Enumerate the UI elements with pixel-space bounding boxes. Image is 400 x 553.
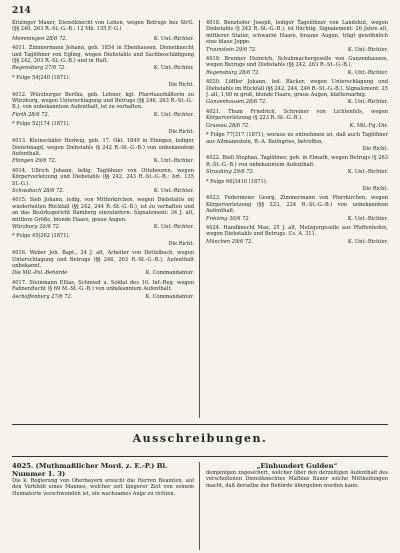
- notice-entry: [206, 79, 388, 106]
- notice-footer: [12, 129, 194, 135]
- advertisement-right-heading: „Einhundert Gulden“: [256, 462, 338, 470]
- notice-signature: K. Unt.-Richter.: [153, 158, 194, 165]
- notice-signature: K. Unt.-Richter.: [153, 111, 194, 118]
- notice-signature: K. Mil.-Fg.-Dir.: [349, 122, 388, 129]
- notice-entry: [12, 280, 194, 300]
- notice-footer: [12, 112, 194, 118]
- notice-entry: [12, 233, 194, 247]
- column-divider: [199, 20, 200, 418]
- notice-footer: [206, 123, 388, 129]
- notice-place-date: Fürth 28/6 72.: [12, 111, 50, 118]
- notice-entry: [12, 75, 194, 89]
- advertisement-left: [12, 462, 194, 550]
- advertisement-area: [12, 462, 388, 550]
- left-column: [12, 20, 194, 420]
- notice-place-date: Die Mil.-Pol.-Behörde: [12, 270, 68, 277]
- notice-columns: [12, 20, 388, 420]
- notice-signature: K. Unt.-Richter.: [153, 187, 194, 194]
- notice-text: 4013. Kleinschäfer Hedwig, geb. 17. Okt. 1849 in Ehingen, lediger Dienstmagd, wegen Diebstahls (§ 242 R.-St.-G.-B.) von unbekanntem Aufenthalt.: [12, 138, 194, 157]
- notice-entry: [206, 132, 388, 152]
- notice-signature: K. Unt.-Richter.: [347, 169, 388, 176]
- notice-signature: Die Richt.: [168, 82, 194, 89]
- notice-text: 4022. Biell Stephan, Taglöhner, geb. in Ebnath, wegen Betrugs (§ 263 R.-St.-G.-B.) von unbekanntem Aufenthalt.: [206, 155, 388, 168]
- notice-place-date: Ehingen 29/6 72.: [12, 158, 57, 165]
- notice-text: * Folge 77|317 (1871), woraus zu entnehmen ist, daß auch Taglöhner aus Altmannstein, B.-A. Beilngries, betroffen.: [206, 132, 388, 145]
- notice-place-date: Aschaffenburg 27/6 72.: [12, 293, 73, 300]
- notice-footer: [206, 99, 388, 105]
- notice-footer: [206, 47, 388, 53]
- notice-footer: [12, 241, 194, 247]
- notice-signature: Die Richt.: [168, 240, 194, 247]
- notice-signature: K. Unt.-Richter.: [153, 223, 194, 230]
- notice-footer: [12, 294, 194, 300]
- notice-entry: [206, 56, 388, 76]
- notice-footer: [206, 216, 388, 222]
- advertisement-left-heading: 4025. (Muthmaßlicher Mord. z. E.-P.) Bl. Nummer 1. 3): [12, 462, 168, 478]
- advertisement-divider: [199, 462, 200, 550]
- notice-text: 4015. Sieb Johann, ledig, von Mitterkirchen, wegen Diebstahls im wiederholten Rückfall (§§ 242, 244 R.-St.-G.-B.), ist zu verhaften und an das Bezirksgericht Bamberg einzuliefern. Signalement: 34 J. alt, mittlere Größe, blonde Haare, graue Augen.: [12, 197, 194, 223]
- advertisement-left-text: Die k. Regierung von Oberbayern ersucht die Herren Beamten, auf den Verbleib eines Mannes, welcher seit längerer Zeit von seinem Heimatorte verschwunden ist, ein wachsames Auge zu richten.: [12, 478, 194, 497]
- notice-place-date: Schwabach 28/6 72.: [12, 187, 65, 194]
- notice-text: Kitzinger Maxer, Dienstknecht von Lehen, wegen Betrugs bez StrG. (§§ 240, 263 R.-St.-G.-B.; 12 Mk. 135 F.-G.): [12, 20, 194, 33]
- advertisement-right: [206, 462, 388, 550]
- section-title: Ausschreibungen.: [132, 432, 268, 445]
- notice-text: 4018. Benzhofer Joseph, lediger Tagelöhner von Landshut, wegen Diebstahls (§ 242 R.-St.-G.-B.), ist flüchtig. Signalement: 26 Jahre alt, mittlerer Statur, schwarze Haare, braune Augen, trägt gewöhnlich eine blaue Joppe.: [206, 20, 388, 46]
- notice-signature: K. Commandantur.: [145, 293, 194, 300]
- notice-place-date: Würzburg 26/6 72.: [12, 223, 61, 230]
- notice-footer: [206, 186, 388, 192]
- notice-text: 4017. Steinmann Ellias, Schmied u. Soldat des 10. Inf.-Reg. wegen Fahnenflucht (§ 69 M.-St.-G.-B.) von unbekanntem Aufenthalt.: [12, 279, 194, 293]
- notice-footer: [206, 169, 388, 175]
- notice-text: 4014. Ullrich Johann, ledig, Taglöhner von Ottobeuren, wegen Körperverletzung und Diebstahls (§§ 242, 243 R.-St.-G.-B.; Art. 135 St.-G.).: [12, 167, 194, 187]
- notice-place-date: Gunzenhausen 28/6 72.: [206, 99, 267, 106]
- notice-entry: [12, 45, 194, 72]
- notice-signature: K. Unt.-Richter.: [347, 215, 388, 222]
- section-divider-bottom: [12, 456, 388, 457]
- notice-footer: [12, 36, 194, 42]
- notice-place-date: Regensburg 27/6 72.: [12, 65, 67, 72]
- notice-footer: [206, 239, 388, 245]
- notice-entry: [12, 168, 194, 195]
- notice-footer: [12, 158, 194, 164]
- notice-text: 4024. Handknecht Max, 25 J. alt, Metzgergeselle aus Pfaffenhofen, wegen Diebstahls und Betrugs. Cs. A. 311.: [206, 224, 388, 238]
- notice-signature: Die Richt.: [362, 185, 388, 192]
- notice-text: 4011. Zimmermann Johann, geb. 1854 in Ebenhausen, Dienstknecht und Taglöhner von Egling, wegen Diebstahls und Sachbeschädigung (§§ 242, 303 R.-St.-G.-B.) und in Haft.: [12, 45, 194, 65]
- notice-text: * Folge 66|3410 (1871).: [206, 178, 268, 185]
- notice-entry: [206, 155, 388, 175]
- notice-signature: K. Unt.-Richter.: [347, 69, 388, 76]
- notice-footer: [12, 270, 194, 276]
- notice-signature: K. Unt.-Richter.: [347, 238, 388, 245]
- notice-text: 4012. Würzburger Bertha, geb. Lehner, kgl. Pfarrhaushälterin zu Würzburg, wegen Unterschlagung und Betrugs (§§ 246, 263 R.-St.-G.-B.), von unbekanntem Aufenthalt, ist zu verhaften.: [12, 91, 194, 111]
- notice-place-date: Regensburg 28/6 72.: [206, 69, 261, 76]
- notice-place-date: Straubing 29/6 72.: [206, 169, 255, 176]
- section-divider-top: [12, 424, 388, 425]
- notice-entry: [12, 197, 194, 230]
- notice-entry: [206, 179, 388, 193]
- advertisement-right-text: demjenigen zugesichert, welcher über den derzeitigen Aufenthalt des verschollenen Dienstknechtes Mathias Bauer solche Mittheilungen macht, daß derselbe der Behörde übergeben werden kann.: [206, 470, 388, 489]
- notice-place-date: Freising 30/6 72.: [206, 215, 251, 222]
- notice-place-date: Memmingen 28/6 72.: [12, 35, 68, 42]
- notice-place-date: Grassau 28/6 72.: [206, 122, 250, 129]
- notice-entry: [12, 250, 194, 277]
- notice-footer: [12, 82, 194, 88]
- notice-entry: [12, 36, 194, 42]
- notice-signature: Die Richt.: [168, 128, 194, 135]
- notice-signature: K. Unt.-Richter.: [153, 65, 194, 72]
- notice-entry: [206, 109, 388, 129]
- notice-text: 4023. Federmeier Georg, Zimmermann von Pfarrkirchen, wegen Körperverletzung (§§ 223, 224 R.-St.-G.-B.) von unbekanntem Aufenthalt.: [206, 195, 388, 215]
- notice-entry: [12, 20, 194, 33]
- notice-entry: [12, 121, 194, 135]
- notice-footer: [12, 188, 194, 194]
- notice-place-date: München 29/6 72.: [206, 238, 253, 245]
- notice-text: * Folge 45|262 (1871).: [12, 233, 71, 240]
- notice-entry: [206, 195, 388, 222]
- notice-entry: [12, 138, 194, 165]
- notice-signature: Die Richt.: [362, 145, 388, 152]
- notice-signature: K. Unt.-Richter.: [347, 99, 388, 106]
- notice-signature: K. Unt.-Richter.: [153, 35, 194, 42]
- notice-text: * Folge 54|240 (1871).: [12, 74, 71, 81]
- notice-footer: [12, 224, 194, 230]
- right-column: [206, 20, 388, 420]
- notice-entry: [12, 92, 194, 119]
- notice-entry: [206, 20, 388, 53]
- notice-text: 4020. Löffler Johann, led. Bäcker, wegen Unterschlagung und Diebstahls im Rückfall (§§ 242, 244, 246 R.-St.-G.-B.). Signalement: 25 J. alt, 1,60 m groß, blonde Haare, graue Augen, blatternarbig.: [206, 79, 388, 99]
- notice-footer: [206, 146, 388, 152]
- notice-place-date: Traunstein 29/6 72.: [206, 46, 257, 53]
- notice-text: 4019. Brunner Heinrich, Schuhmachergeselle von Gunzenhausen, wegen Betrugs und Diebstahls (§§ 242, 263 R.-St.-G.-B.).: [206, 56, 388, 69]
- page-number: 214: [12, 6, 31, 16]
- notice-text: 4016. Weber Joh. Bapt., 24 J. alt, Arbeiter von Dettelbach, wegen Unterschlagung und Betrugs (§§ 246, 263 R.-St.-G.-B.), Aufenthalt unbekannt.: [12, 250, 194, 269]
- notice-footer: [206, 70, 388, 76]
- notice-entry: [206, 225, 388, 245]
- notice-signature: K. Unt.-Richter.: [347, 46, 388, 53]
- notice-text: * Folge 52|174 (1871).: [12, 121, 71, 128]
- notice-footer: [12, 65, 194, 71]
- notice-signature: K. Commandantur.: [145, 270, 194, 277]
- notice-text: 4021. Thum Friedrich, Schreiner von Lichtenfels, wegen Körperverletzung (§ 223 R.-St.-G.-B.).: [206, 108, 388, 122]
